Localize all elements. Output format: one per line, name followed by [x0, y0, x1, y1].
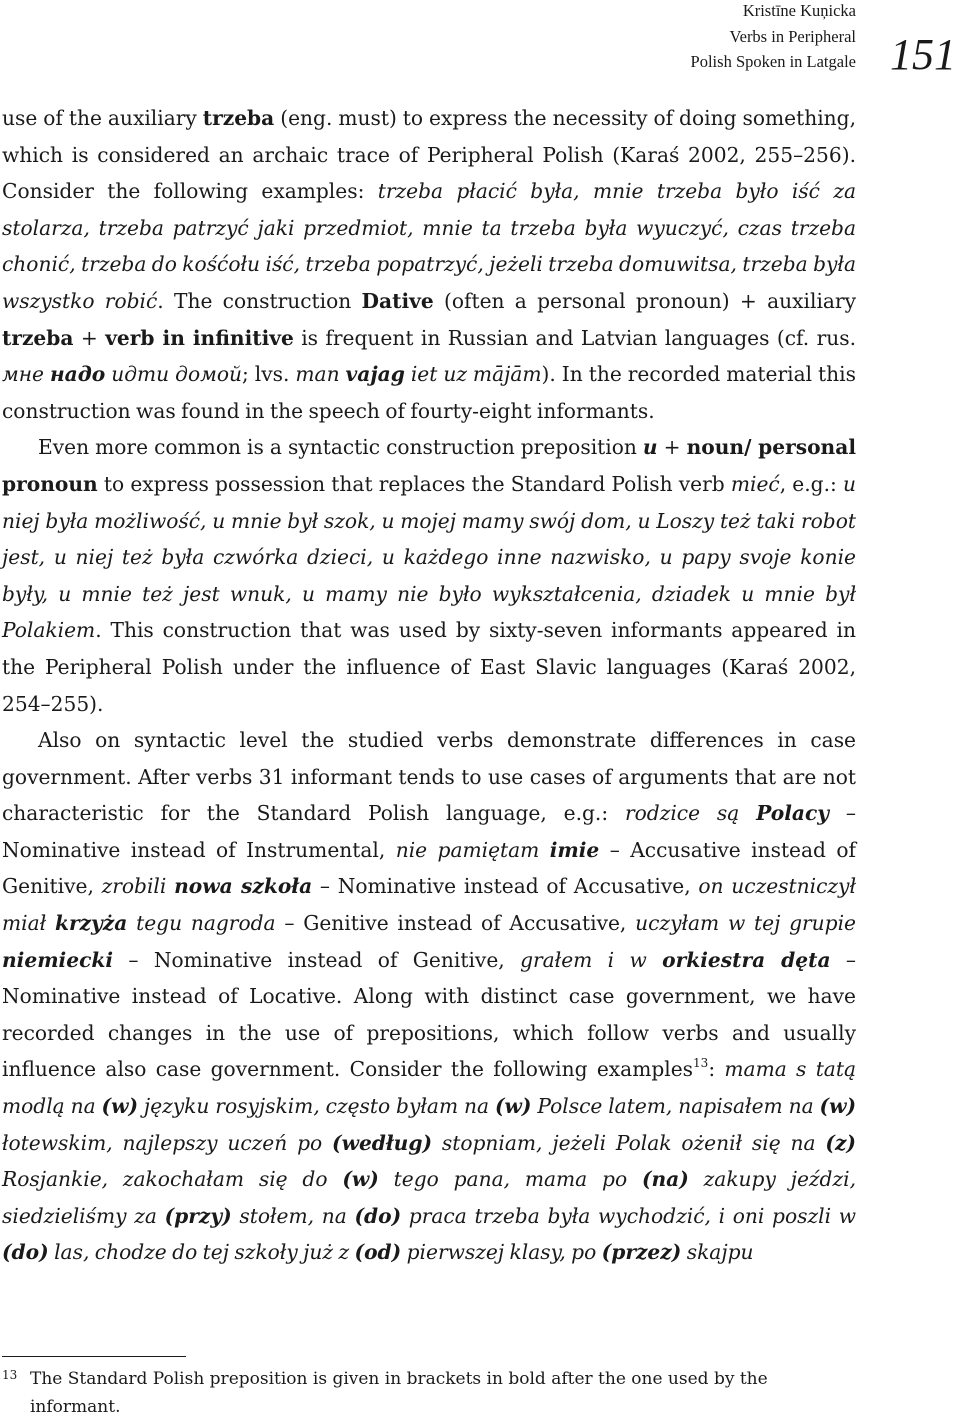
italic-example: łotewskim, najlepszy uczeń po: [2, 1130, 333, 1155]
bold-term: trzeba: [2, 325, 74, 350]
text-run: Also on syntactic level the studied verbs demonstrate differences in case government. After verbs 31 informant tends to use cases of arguments that are not characteristic for the Standard Polish language, e.g.:: [2, 728, 856, 826]
text-run: (eng. must) to express the necessity of doing something, which is considered an archaic trace of Peripheral Polish (Karaś 2002, 255–256). Consider the following examples:: [2, 106, 857, 204]
text-run: +: [657, 435, 687, 460]
bold-italic-term: (do): [2, 1240, 49, 1265]
italic-example: skajpu: [681, 1240, 754, 1265]
paragraph-2: [2, 429, 856, 722]
text-run: – Nominative instead of Genitive,: [113, 947, 521, 972]
text-run: . This construction that was used by sixty-seven informants appeared in the Peripheral Polish under the influence of East Slavic languages (Karaś 2002, 254–255).: [2, 618, 856, 716]
running-head: [356, 0, 856, 75]
bold-italic-term: krzyża: [54, 911, 128, 936]
italic-example: man: [295, 362, 346, 387]
text-run: Even more common is a syntactic construction preposition: [38, 435, 643, 460]
italic-example: praca trzeba była wychodzić, i oni poszli w: [401, 1203, 856, 1228]
running-head-title-line1: Verbs in Peripheral: [729, 26, 856, 46]
bold-italic-term: nowa szkoła: [174, 874, 313, 899]
italic-example: tego pana, mama po: [378, 1167, 642, 1192]
bold-italic-term: (w): [494, 1094, 532, 1119]
text-run: , e.g.:: [779, 471, 843, 496]
text-run: – Nominative instead of Locative. Along with distinct case government, we have recorded changes in the use of prepositions, which follow verbs and usually influence also case government. Consider the following examples: [2, 947, 856, 1082]
bold-term: Dative: [361, 288, 434, 313]
bold-term: noun/ personal pronoun: [2, 435, 856, 496]
italic-example: Rosjankie, zakochałam się do: [2, 1167, 343, 1192]
text-run: (often a personal pronoun) + auxiliary: [433, 288, 856, 313]
italic-example: zrobili: [101, 874, 175, 899]
bold-italic-term: (w): [101, 1094, 139, 1119]
bold-italic-term: (według): [332, 1130, 433, 1155]
italic-examples: u niej była możliwość, u mnie był szok, u mojej mamy swój dom, u Loszy też taki robot jest, u niej też była czwórka dzieci, u każdego inne nazwisko, u papy svoje konie były, u mnie też jest wnuk, u mamy nie było wykształcenia, dziadek u mnie był Polakiem: [2, 471, 856, 643]
bold-term: trzeba: [202, 106, 275, 130]
text-run: to express possession that replaces the Standard Polish verb: [97, 471, 731, 496]
running-head-title-line2: Polish Spoken in Latgale: [690, 52, 856, 71]
italic-example: nie pamiętam: [395, 837, 550, 862]
text-run: ; lvs.: [242, 362, 296, 387]
bold-italic-term: (na): [641, 1167, 689, 1192]
bold-term: verb in infinitive: [105, 325, 294, 350]
bold-italic-term: (z): [825, 1130, 856, 1155]
italic-example: języku rosyjskim, często byłam na: [138, 1094, 495, 1119]
italic-example: las, chodze do tej szkoły już z: [48, 1240, 355, 1265]
bold-italic-term: vajag: [345, 362, 405, 387]
italic-example: tegu nagroda: [127, 911, 276, 936]
bold-italic-term: (do): [354, 1203, 402, 1228]
text-run: use of the auxiliary: [2, 106, 203, 130]
bold-italic-term: Polacy: [756, 801, 830, 826]
running-head-author: Kristīne Kuņicka: [742, 1, 856, 20]
footnote-number: 13: [2, 1368, 18, 1382]
italic-example: uczyłam w tej grupie: [635, 911, 856, 936]
footnote-text: The Standard Polish preposition is given in brackets in bold after the one used by the informant.: [30, 1369, 768, 1417]
italic-example: pierwszej klasy, po: [401, 1240, 602, 1265]
italic-example: Polsce latem, napisałem na: [531, 1094, 820, 1119]
italic-example: rodzice są: [624, 801, 757, 826]
footnote: [2, 1365, 856, 1421]
body-text: [2, 100, 856, 1271]
paragraph-1: [2, 100, 856, 429]
italic-example: stołem, na: [231, 1203, 355, 1228]
bold-italic-term: imie: [549, 837, 600, 862]
footnote-divider: [2, 1356, 186, 1357]
bold-italic-term: (przez): [601, 1240, 682, 1265]
italic-example: идти домой: [105, 362, 242, 387]
italic-example: mieć: [730, 471, 780, 496]
text-run: – Accusative instead of Genitive,: [2, 837, 856, 899]
page-number: 151: [890, 30, 956, 79]
bold-italic-term: (przy): [164, 1203, 232, 1228]
text-run: +: [73, 325, 106, 350]
text-run: :: [708, 1057, 725, 1082]
italic-examples: trzeba płacić była, mnie trzeba było iść za stolarza, trzeba patrzyć jaki przedmiot, mnie ta trzeba była wyuczyć, czas trzeba chonić, trzeba do kośćołu iść, trzeba popatrzyć, jeżeli trzeba domuwitsa, trzeba była wszystko robić: [2, 179, 856, 313]
italic-example: iet uz mājām: [404, 362, 542, 387]
bold-italic-term: (od): [354, 1240, 402, 1265]
bold-italic-term: надо: [49, 362, 106, 387]
text-run: ). In the recorded material this construction was found in the speech of fourty-eight informants.: [2, 362, 856, 423]
italic-example: grałem i w: [520, 947, 663, 972]
text-run: – Nominative instead of Instrumental,: [2, 801, 856, 862]
bold-italic-term: orkiestra dęta: [662, 947, 831, 972]
footnote-ref[interactable]: 13: [693, 1056, 709, 1071]
bold-italic-term: (w): [819, 1094, 856, 1119]
italic-example: on uczestniczył miał: [2, 874, 856, 936]
italic-example: мне: [2, 362, 50, 387]
text-run: . The construction: [157, 288, 362, 313]
paragraph-3: [2, 722, 856, 1271]
bold-italic-term: u: [642, 435, 658, 460]
bold-italic-term: (w): [342, 1167, 379, 1192]
bold-italic-term: niemiecki: [2, 947, 114, 972]
italic-example: zakupy jeździ, siedzieliśmy za: [2, 1167, 856, 1228]
italic-example: stopniam, jeżeli Polak ożenił się na: [432, 1130, 826, 1155]
text-run: – Genitive instead of Accusative,: [275, 911, 636, 936]
text-run: – Nominative instead of Accusative,: [312, 874, 699, 899]
italic-example: mama s tatą modlą na: [2, 1057, 856, 1119]
text-run: is frequent in Russian and Latvian languages (cf. rus.: [293, 325, 857, 350]
